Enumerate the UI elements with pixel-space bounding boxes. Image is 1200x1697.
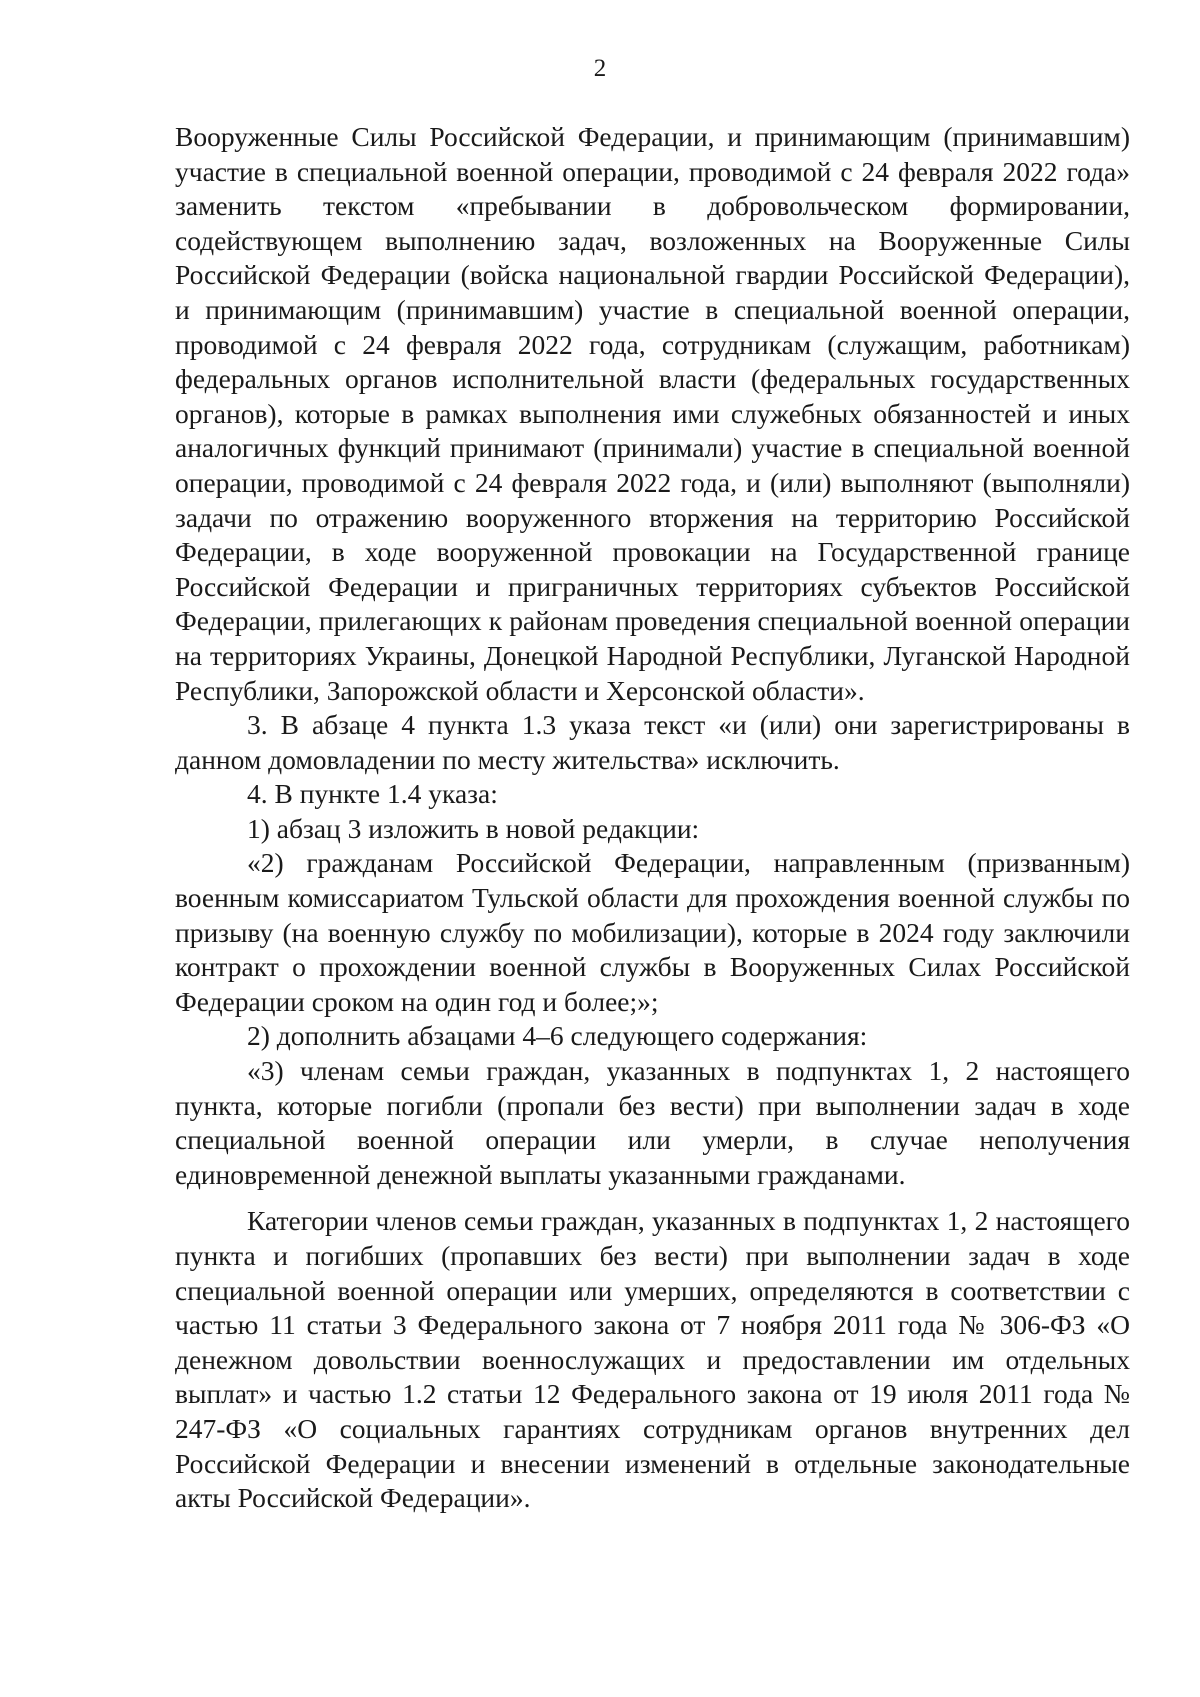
paragraph-item-3: 3. В абзаце 4 пункта 1.3 указа текст «и (или) они зарегистрированы в данном домовладении по месту жительства» исключить. <box>175 709 1130 775</box>
document-body <box>175 120 1130 1516</box>
paragraph-quote-3: «3) членам семьи граждан, указанных в подпунктах 1, 2 настоящего пункта, которые погибли (пропали без вести) при выполнении задач в ходе специальной военной операции или умерли, в случае неполучения единовременной денежной выплаты указанными гражданами. <box>175 1055 1130 1190</box>
paragraph-item-4: 4. В пункте 1.4 указа: <box>247 778 498 810</box>
paragraph-subitem-1: 1) абзац 3 изложить в новой редакции: <box>247 812 700 844</box>
paragraph-quote-2: «2) гражданам Российской Федерации, направленным (призванным) военным комиссариатом Тульской области для прохождения военной службы по призыву (на военную службу по мобилизации), которые в 2024 году заключили контракт о прохождении военной службы в Вооруженных Силах Российской Федерации сроком на один год и более;»; <box>175 847 1130 1017</box>
page-number: 2 <box>593 55 607 82</box>
paragraph-subitem-2: 2) дополнить абзацами 4–6 следующего содержания: <box>247 1020 868 1052</box>
paragraph-family-categories: Категории членов семьи граждан, указанных в подпунктах 1, 2 настоящего пункта и погибших (пропавших без вести) при выполнении задач в ходе специальной военной операции или умерших, определяются в соответствии с частью 11 статьи 3 Федерального закона от 7 ноября 2011 года № 306-ФЗ «О денежном довольствии военнослужащих и предоставлении им отдельных выплат» и частью 1.2 статьи 12 Федерального закона от 19 июля 2011 года № 247-ФЗ «О социальных гарантиях сотрудникам органов внутренних дел Российской Федерации и внесении изменений в отдельные законодательные акты Российской Федерации». <box>175 1205 1130 1514</box>
paragraph-continuation: Вооруженные Силы Российской Федерации, и принимающим (принимавшим) участие в специальной военной операции, проводимой с 24 февраля 2022 года» заменить текстом «пребывании в добровольческом формировании, содействующем выполнению задач, возложенных на Вооруженные Силы Российской Федерации (войска национальной гвардии Российской Федерации), и принимающим (принимавшим) участие в специальной военной операции, проводимой с 24 февраля 2022 года, сотрудникам (служащим, работникам) федеральных органов исполнительной власти (федеральных государственных органов), которые в рамках выполнения ими служебных обязанностей и иных аналогичных функций принимают (принимали) участие в специальной военной операции, проводимой с 24 февраля 2022 года, и (или) выполняют (выполняли) задачи по отражению вооруженного вторжения на территорию Российской Федерации, в ходе вооруженной провокации на Государственной границе Российской Федерации и приграничных территориях субъектов Российской Федерации, прилегающих к районам проведения специальной военной операции на территориях Украины, Донецкой Народной Республики, Луганской Народной Республики, Запорожской области и Херсонской области». <box>175 121 1130 706</box>
